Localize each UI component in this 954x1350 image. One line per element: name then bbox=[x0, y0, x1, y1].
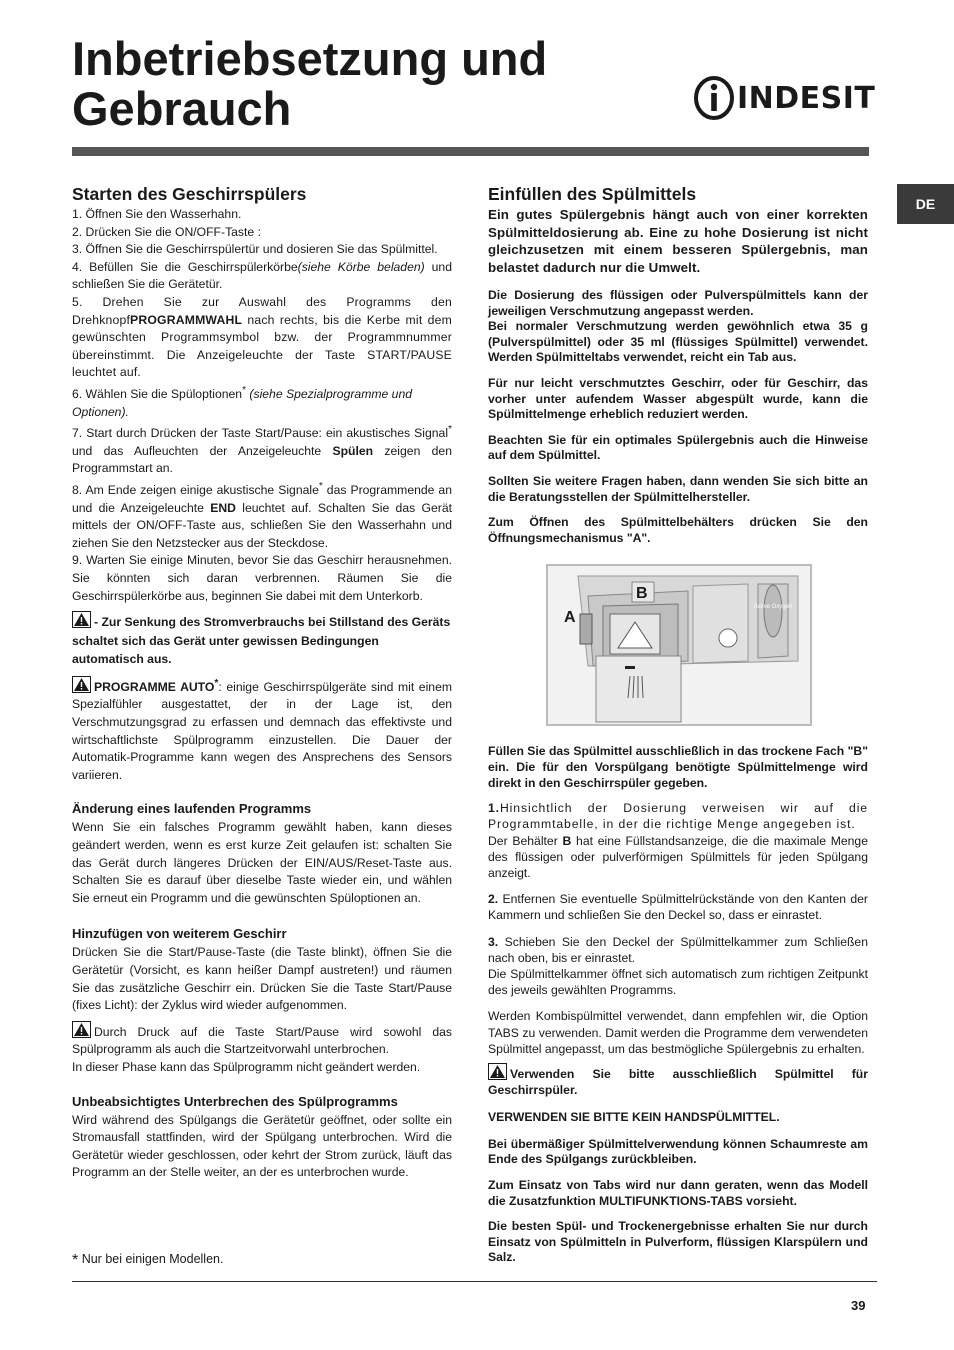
step-2: 2. Drücken Sie die ON/OFF-Taste : bbox=[72, 224, 261, 239]
light-soil-text: Für nur leicht verschmutztes Geschirr, oder für Geschirr, das vorher unter aufendem Wasser abgespült wurde, kann die Spülmittelmenge erheblich reduziert werden. bbox=[488, 375, 868, 422]
active-oxygen-label: Active Oxygen bbox=[753, 604, 793, 611]
programme-auto: PROGRAMME AUTO*: einige Geschirrspülgeräte sind mit einem Spezialfühler ausgestattet, der in der Lage ist, den Verschmutzungsgrad zu erfassen und demnach das effektivste und wirtschaftlichste Spülprogramm einzustellen. Die Dauer der Automatik-Programme kann wegen des Ansprechens des Sensors variieren. bbox=[72, 677, 453, 782]
fill-compartment-text: Füllen Sie das Spülmittel ausschließlich in das trockene Fach "B" ein. Die für den Vorspülgang benötigte Spülmittelmenge wird direkt in den Geschirrspüler gegeben. bbox=[488, 744, 868, 790]
section-heading-change: Änderung eines laufenden Programms bbox=[72, 801, 312, 817]
warning-icon bbox=[72, 611, 91, 628]
step-6: 6. Wählen Sie die Spüloptionen* (siehe Spezialprogramme und Optionen). bbox=[72, 384, 413, 419]
brand-name: INDESIT bbox=[737, 81, 876, 116]
page-number: 39 bbox=[851, 1298, 866, 1313]
figure-label-a: A bbox=[564, 609, 576, 627]
step-close-lid: 3. Schieben Sie den Deckel der Spülmittelkammer zum Schließen nach oben, bis er einrastet. bbox=[488, 934, 868, 965]
interrupt-text: Wird während des Spülgangs die Gerätetür geöffnet, oder sollte ein Stromausfall stattfinden, wird der Spülgang unterbrochen. Wird die Gerätetür wieder geschlossen, oder kehrt der Strom zurück, läuft das Programm an der Stelle weiter, an der es unterbrochen wurde. bbox=[72, 1112, 452, 1180]
step-9: 9. Warten Sie einige Minuten, bevor Sie das Geschirr herausnehmen. Sie könnten sich daran verbrennen. Räumen Sie die Geschirrspülerkörbe aus, beginnen Sie dabei mit dem Unterkorb. bbox=[72, 553, 452, 603]
step-7: 7. Start durch Drücken der Taste Start/Pause: ein akustisches Signal* und das Aufleuchten der Anzeigeleuchte Spülen zeigen den Programmstart an. bbox=[72, 424, 452, 476]
step-4: 4. Befüllen Sie die Geschirrspülerkörbe(siehe Körbe beladen) und schließen Sie die Gerätetür. bbox=[72, 259, 452, 292]
dispenser-figure bbox=[546, 564, 812, 726]
no-hand-detergent: VERWENDEN SIE BITTE KEIN HANDSPÜLMITTEL. bbox=[488, 1110, 780, 1125]
combi-tabs-text: Werden Kombispülmittel verwendet, dann empfehlen wir, die Option TABS zu verwenden. Damit werden die Programme dem verwendeten Spülmittel angepasst, um das bestmögliche Spülergebnis zu erhalten. bbox=[488, 1009, 868, 1056]
language-tab: DE bbox=[897, 184, 954, 224]
step-5: 5. Drehen Sie zur Auswahl des Programms den DrehknopfPROGRAMMWAHL nach rechts, bis die Kerbe mit dem gewünschten Programmsymbol bzw. der Programmnummer übereinstimmt. Die Anzeigeleuchte der Taste START/PAUSE leuchtet auf. bbox=[72, 294, 452, 380]
tabs-usage: Zum Einsatz von Tabs wird nur dann geraten, wenn das Modell die Zusatzfunktion MULTIFUNKTIONS-TABS vorsieht. bbox=[488, 1177, 868, 1208]
footer-rule bbox=[72, 1281, 877, 1282]
right-column bbox=[488, 183, 868, 1266]
brand-logo bbox=[692, 76, 876, 122]
use-only-dishwasher-detergent: Verwenden Sie bitte ausschließlich Spülmittel für Geschirrspüler. bbox=[488, 1063, 868, 1098]
footnote: * Nur bei einigen Modellen. bbox=[72, 1252, 224, 1269]
foam-warning: Bei übermäßiger Spülmittelverwendung können Schaumreste am Ende des Spülgangs zurückbleiben. bbox=[488, 1136, 868, 1167]
step-container-b: Der Behälter B hat eine Füllstandsanzeige, die die maximale Menge des flüssigen oder pulverförmigen Spülmittels für jeden Spülgang anzeigt. bbox=[488, 833, 868, 880]
add-text: Drücken Sie die Start/Pause-Taste (die Taste blinkt), öffnen Sie die Gerätetür (Vorsicht, es kann heißer Dampf austreten!) und räumen Sie das zusätzliche Geschirr ein. Drücken Sie die Taste Start/Pause (fixes Licht): der Zyklus wird wieder aufgenommen. bbox=[72, 945, 452, 1013]
section-heading-detergent: Einfüllen des Spülmittels bbox=[488, 184, 697, 204]
step-3: 3. Öffnen Sie die Geschirrspülertür und dosieren Sie das Spülmittel. bbox=[72, 242, 438, 257]
warning-icon bbox=[72, 676, 91, 693]
step-8: 8. Am Ende zeigen einige akustische Signale* das Programmende an und die Anzeigeleuchte END leuchtet auf. Schalten Sie das Gerät mittels der ON/OFF-Taste aus, schließen Sie den Wasserhahn und ziehen Sie den Netzstecker aus der Steckdose. bbox=[72, 481, 452, 550]
section-heading-add: Hinzufügen von weiterem Geschirr bbox=[72, 926, 287, 942]
auto-open-text: Die Spülmittelkammer öffnet sich automatisch zum richtigen Zeitpunkt des jeweils gewählten Programms. bbox=[488, 966, 868, 998]
section-heading-interrupt: Unbeabsichtigtes Unterbrechen des Spülprogramms bbox=[72, 1093, 398, 1109]
left-column bbox=[72, 183, 452, 1182]
add-warning: Durch Druck auf die Taste Start/Pause wird sowohl das Spülprogramm als auch die Startzeitvorwahl unterbrochen. bbox=[72, 1021, 452, 1059]
section-heading-start: Starten des Geschirrspülers bbox=[72, 184, 307, 204]
step-remove-residue: 2. Entfernen Sie eventuelle Spülmittelrückstände von den Kanten der Kammern und schließen Sie den Deckel so, dass er einrastet. bbox=[488, 892, 868, 923]
warning-icon bbox=[72, 1021, 91, 1038]
dosage-text: Die Dosierung des flüssigen oder Pulverspülmittels kann der jeweiligen Verschmutzung angepasst werden. bbox=[488, 288, 868, 318]
best-results: Die besten Spül- und Trockenergebnisse erhalten Sie nur durch Einsatz von Spülmitteln in Pulverform, flüssigen Klarspülern und Salz. bbox=[488, 1219, 868, 1265]
warning-icon bbox=[488, 1063, 507, 1080]
figure-label-b: B bbox=[636, 585, 648, 603]
page-title: Inbetriebsetzung und Gebrauch bbox=[72, 32, 548, 135]
contact-text: Sollten Sie weitere Fragen haben, dann wenden Sie sich bitte an die Beratungsstellen der Spülmittelhersteller. bbox=[488, 473, 868, 504]
brand-logo-icon bbox=[692, 76, 736, 120]
step-1: 1. Öffnen Sie den Wasserhahn. bbox=[72, 207, 242, 221]
step-dosage: 1.Hinsichtlich der Dosierung verweisen wir auf die Programmtabelle, in der die richtige Menge angegeben ist. bbox=[488, 801, 868, 832]
hint-text: Beachten Sie für ein optimales Spülergebnis auch die Hinweise auf dem Spülmittel. bbox=[488, 432, 868, 463]
energy-note: - Zur Senkung des Stromverbrauchs bei Stillstand des Geräts schaltet sich das Gerät unter gewissen Bedingungen automatisch aus. bbox=[72, 611, 452, 669]
header-rule bbox=[72, 147, 869, 156]
change-text: Wenn Sie ein falsches Programm gewählt haben, kann dieses geändert werden, wenn es erst kurze Zeit gelaufen ist: schalten Sie das Gerät durch längeres Drücken der EIN/AUS/Reset-Taste aus. Schalten Sie es darauf über dieselbe Taste wieder ein, und wählen Sie erneut ein Programm und die gewünschten Spüloptionen an. bbox=[72, 820, 452, 905]
dispenser-illustration bbox=[548, 566, 810, 724]
add-phase: In dieser Phase kann das Spülprogramm nicht geändert werden. bbox=[72, 1059, 421, 1074]
normal-dosage-text: Bei normaler Verschmutzung werden gewöhnlich etwa 35 g (Pulverspülmittel) oder 35 ml (flüssiges Spülmittel) verwendet. Werden Spülmitteltabs verwendet, reicht ein Tab aus. bbox=[488, 319, 868, 365]
open-dispenser-text: Zum Öffnen des Spülmittelbehälters drücken Sie den Öffnungsmechanismus "A". bbox=[488, 515, 868, 545]
intro-text: Ein gutes Spülergebnis hängt auch von einer korrekten Spülmitteldosierung ab. Eine zu hohe Dosierung ist nicht gleichzusetzen mit einem besseren Spülergebnis, man belastet dadurch nur die Umwelt. bbox=[488, 207, 868, 275]
